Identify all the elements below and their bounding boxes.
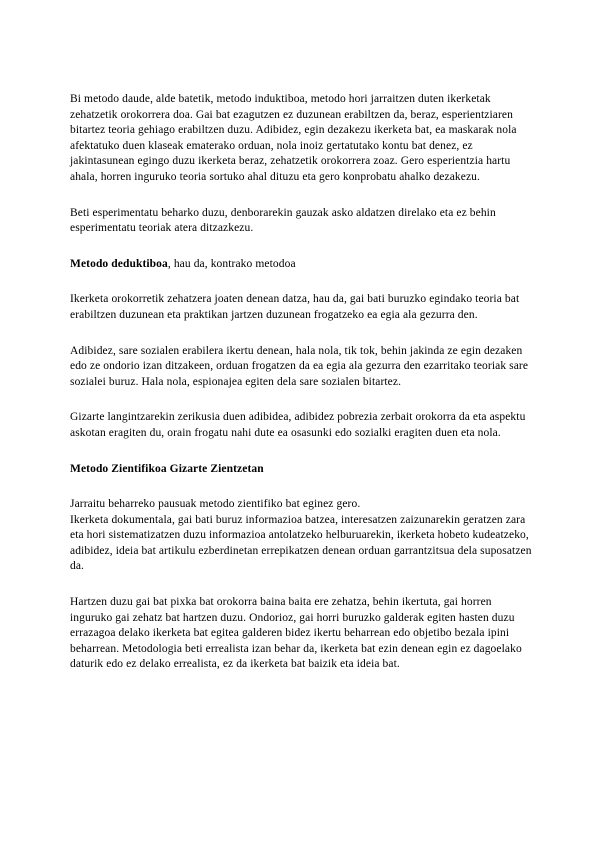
paragraph-deductive-definition: Ikerketa orokorretik zehatzera joaten denean datza, hau da, gai bati buruzko egindako teoria bat erabiltzen duzunean eta praktikan jartzen duzunean frogatzeko ea egia ala gezurra den. (70, 293, 520, 321)
heading-scientific-method (70, 462, 532, 478)
paragraph-topic-and-methodology: Hartzen duzu gai bat pixka bat orokorra baina baita ere zehatza, behin ikertuta, gai horren inguruko gai zehatz bat hartzen duzu. Ondorioz, gai horri buruzko galderak egiten hasten duzu errazagoa delako ikerketa bat egitea galderen bidez ikertu beharrean edo objetibo bezala ipini beharrean. Metodologia beti errealista izan behar da, ikerketa bat ezin denean egin ez dagoelako daturik edo ez delako errealista, ez da ikerketa bat baizik eta ideia bat. (70, 596, 522, 671)
paragraph-documentary-research (70, 497, 532, 575)
heading-deductive-method-rest: , hau da, kontrako metodoa (167, 257, 296, 270)
paragraph-steps-line: Jarraitu beharreko pausuak metodo zientifiko bat eginez gero. (70, 498, 361, 511)
heading-deductive-method (70, 257, 532, 273)
paragraph-experiment-note: Beti esperimentatu beharko duzu, denborarekin gauzak asko aldatzen direlako eta ez behin esperimentatu teoriak atera ditzazkezu. (70, 206, 496, 235)
paragraph-social-work-example: Gizarte langintzarekin zerikusia duen adibidea, adibidez pobrezia zerbait orokorra da eta aspektu askotan eragiten du, orain frogatu nahi dute ea osasunki edo sozialki eragiten duen eta nola. (70, 411, 526, 439)
paragraph-intro-inductive-method: Bi metodo daude, alde batetik, metodo induktiboa, metodo hori jarraitzen duten ikerketak zehatzetik orokorrera doa. Gai bat ezagutzen ez duzunean erabiltzen da, beraz, esperientziaren bitartez teoria gehiago erabiltzen duzu. Adibidez, egin dezakezu ikerketa bat, ea maskarak nola afektatuko duen klaseak ematerako orduan, nola inoiz gertatutako kontu bat denez, ez jakintasunean egingo duzu ikerketa beraz, zehatzetik orokorrera zoaz. Gero esperientzia hartu ahala, horren inguruko teoria sortuko ahal dituzu eta gero konprobatu ahalko dezakezu. (70, 93, 517, 183)
heading-scientific-method-bold: Metodo Zientifikoa Gizarte Zientzetan (70, 462, 264, 475)
paragraph-social-media-example: Adibidez, sare sozialen erabilera ikertu denean, hala nola, tik tok, behin jakinda ze egin dezaken edo ze ondorio izan ditzakeen, orduan frogatzen da ea egia ala gezurra den ezarritako teoriak sare sozialei buruz. Hala nola, espionajea egiten dela sare sozialen bitartez. (70, 344, 529, 388)
paragraph-documentary-research-body: Ikerketa dokumentala, gai bati buruz informazioa batzea, interesatzen zaizunarekin geratzen zara eta hori sistematizatzen duzu informazioa antolatzeko helburuarekin, ikerketa hobeto kudeatzeko, adibidez, ideia bat artikulu ezberdinetan errepikatzen denean orduan garrantzitsua dela suposatzen da. (70, 513, 532, 573)
heading-deductive-method-bold: Metodo deduktiboa (70, 257, 168, 270)
